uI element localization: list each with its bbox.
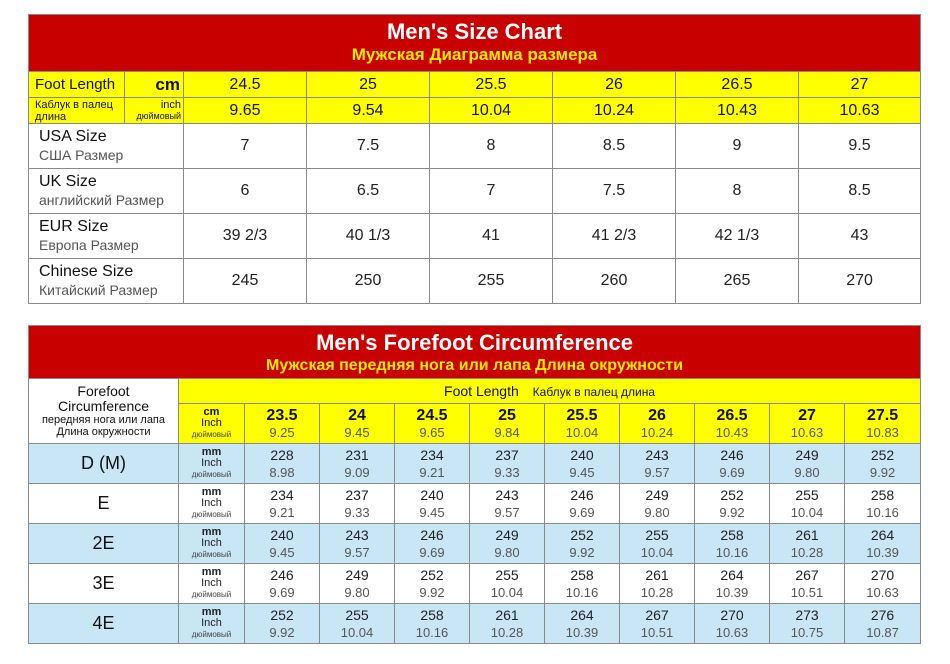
size-cm: 25: [498, 407, 516, 424]
size-value: 7.5: [553, 169, 676, 214]
circumference-cell: [770, 564, 845, 604]
unit-cm-label: cm: [203, 406, 220, 418]
inch-value: 9.65: [184, 98, 307, 124]
size-cm: 24.5: [416, 407, 448, 424]
size-column: [620, 404, 695, 444]
size-value: 6.5: [307, 169, 430, 214]
size-column: [545, 404, 620, 444]
circumference-cell: [695, 484, 770, 524]
width-label: 3E: [29, 564, 179, 604]
size-chart-title: Men's Size Chart: [386, 19, 563, 44]
mm-value: 237: [345, 487, 369, 503]
foot-length-ru-label: Каблук в палец длина: [532, 385, 656, 399]
circumference-cell: [245, 444, 320, 484]
circumference-cell: [620, 604, 695, 644]
mm-value: 243: [495, 487, 519, 503]
circumference-cell: [320, 524, 395, 564]
size-cm: 27.5: [866, 407, 899, 424]
mm-value: 255: [645, 527, 669, 543]
mm-value: 246: [570, 487, 594, 503]
mm-value: 270: [720, 607, 744, 623]
size-value: 40 1/3: [307, 214, 430, 259]
unit-mm-label: mm: [201, 606, 222, 618]
size-chart-header: [29, 15, 921, 72]
mm-value: 246: [270, 567, 294, 583]
forefoot-header-en-2: Circumference: [57, 398, 150, 414]
width-label: 4E: [29, 604, 179, 644]
forefoot-column-header: [29, 379, 179, 444]
table-row: [29, 444, 921, 484]
circumference-cell: [320, 604, 395, 644]
mm-value: 252: [720, 487, 744, 503]
inch-value: 9.09: [344, 465, 370, 480]
forefoot-header-ru-1: передняя нога или лапа: [41, 414, 166, 426]
inch-value: 9.92: [569, 545, 595, 560]
circumference-cell: [620, 484, 695, 524]
inch-value: 10.63: [715, 625, 749, 640]
foot-length-ru-label: Каблук в палец длина: [29, 98, 125, 124]
unit-inch-ru-label: дюймовый: [191, 630, 232, 639]
size-cm: 24: [348, 407, 366, 424]
unit-mm-label: mm: [201, 446, 222, 458]
circumference-cell: [770, 604, 845, 644]
inch-value: 9.21: [419, 465, 445, 480]
inch-value: 10.04: [790, 505, 824, 520]
mm-value: 270: [870, 567, 895, 583]
circumference-cell: [395, 604, 470, 644]
mm-value: 246: [420, 527, 444, 543]
size-value: 9.5: [799, 124, 921, 169]
unit-inch-label: Inch: [201, 617, 222, 629]
table-row: [29, 169, 921, 214]
size-inch: 10.24: [640, 425, 674, 440]
unit-inch-label: Inch: [201, 537, 222, 549]
inch-value: 10.87: [866, 625, 899, 640]
inch-value: 9.69: [569, 505, 595, 520]
unit-inch-ru-label: дюймовый: [191, 590, 232, 599]
forefoot-subtitle: Мужская передняя нога или лапа Длина окружности: [266, 357, 684, 374]
width-label: 2E: [29, 524, 179, 564]
mm-value: 249: [645, 487, 669, 503]
row-header-ru: Китайский Размер: [39, 282, 158, 298]
inch-value: 9.92: [869, 465, 896, 480]
mm-value: 255: [345, 607, 369, 623]
mm-value: 240: [570, 447, 594, 463]
unit-label: [179, 524, 245, 564]
inch-value: 9.57: [344, 545, 370, 560]
mm-value: 255: [495, 567, 519, 583]
circumference-cell: [470, 564, 545, 604]
circumference-cell: [245, 564, 320, 604]
inch-value: 10.28: [640, 585, 674, 600]
mm-value: 249: [345, 567, 369, 583]
circumference-cell: [845, 524, 921, 564]
unit-inch-label: Inch: [201, 457, 222, 469]
inch-value: 10.28: [490, 625, 524, 640]
size-inch: 9.45: [344, 425, 370, 440]
mm-value: 246: [720, 447, 744, 463]
row-header-en: USA Size: [39, 128, 107, 145]
mm-value: 258: [870, 487, 895, 503]
circumference-cell: [395, 484, 470, 524]
circumference-cell: [545, 604, 620, 644]
inch-value: 9.80: [794, 465, 820, 480]
unit-mm-label: mm: [201, 526, 222, 538]
unit-cm-label: cm: [125, 72, 184, 98]
inch-value: 9.80: [494, 545, 520, 560]
mm-value: 261: [645, 567, 669, 583]
circumference-cell: [245, 604, 320, 644]
size-column: [845, 404, 921, 444]
size-value: 43: [799, 214, 921, 259]
circumference-cell: [845, 444, 921, 484]
circumference-cell: [620, 524, 695, 564]
mm-value: 261: [795, 527, 819, 543]
circumference-cell: [245, 484, 320, 524]
cm-value: 25.5: [430, 72, 553, 98]
size-inch: 10.63: [790, 425, 824, 440]
inch-value: 9.54: [307, 98, 430, 124]
size-cm: 23.5: [266, 407, 298, 424]
row-header-ru: США Размер: [39, 147, 124, 163]
row-header: [29, 124, 184, 169]
unit-mm-label: mm: [201, 566, 222, 578]
foot-length-label: Foot Length: [29, 72, 125, 98]
inch-value: 8.98: [269, 465, 295, 480]
inch-value: 10.75: [790, 625, 824, 640]
inch-value: 10.04: [490, 585, 524, 600]
table-row: [29, 524, 921, 564]
table-row: [29, 214, 921, 259]
inch-value: 10.16: [565, 585, 599, 600]
size-value: 7: [430, 169, 553, 214]
mm-value: 264: [870, 527, 895, 543]
size-inch: 9.25: [269, 425, 295, 440]
size-inch: 10.04: [565, 425, 599, 440]
mm-value: 234: [270, 487, 294, 503]
mm-value: 243: [645, 447, 669, 463]
inch-value: 9.92: [419, 585, 445, 600]
circumference-cell: [245, 524, 320, 564]
size-column: [470, 404, 545, 444]
mm-value: 237: [495, 447, 519, 463]
circumference-cell: [770, 524, 845, 564]
size-value: 260: [553, 259, 676, 304]
inch-value: 10.63: [799, 98, 921, 124]
size-value: 8.5: [553, 124, 676, 169]
table-row: [29, 604, 921, 644]
unit-label: [179, 444, 245, 484]
inch-value: 10.16: [415, 625, 449, 640]
inch-value: 9.80: [344, 585, 370, 600]
size-chart-table: [28, 14, 921, 304]
mm-value: 258: [420, 607, 444, 623]
circumference-cell: [545, 564, 620, 604]
circumference-cell: [620, 564, 695, 604]
row-header: [29, 169, 184, 214]
unit-inch-ru-label: дюймовый: [191, 470, 232, 479]
inch-value: 9.45: [569, 465, 595, 480]
foot-length-label: Foot Length: [444, 383, 519, 399]
cm-value: 24.5: [184, 72, 307, 98]
size-column: [395, 404, 470, 444]
forefoot-header: [29, 326, 921, 379]
inch-value: 10.39: [715, 585, 749, 600]
cm-value: 26: [553, 72, 676, 98]
circumference-cell: [545, 524, 620, 564]
size-inch: 10.83: [866, 425, 899, 440]
size-value: 8: [430, 124, 553, 169]
row-header-en: Chinese Size: [39, 263, 134, 280]
table-row: [29, 124, 921, 169]
circumference-cell: [470, 484, 545, 524]
size-inch: 9.84: [494, 425, 520, 440]
row-header: [29, 259, 184, 304]
inch-value: 10.39: [565, 625, 599, 640]
mm-value: 273: [795, 607, 819, 623]
inch-value: 10.51: [790, 585, 824, 600]
inch-value: 10.04: [640, 545, 674, 560]
table-row: [29, 484, 921, 524]
mm-value: 252: [270, 607, 294, 623]
unit-inch-label: Inch: [201, 417, 222, 429]
size-value: 245: [184, 259, 307, 304]
inch-value: 10.51: [640, 625, 674, 640]
size-value: 8: [676, 169, 799, 214]
unit-mm-label: mm: [201, 486, 222, 498]
inch-value: 9.33: [344, 505, 370, 520]
size-column: [770, 404, 845, 444]
size-value: 270: [799, 259, 921, 304]
inch-value: 10.24: [553, 98, 676, 124]
inch-value: 9.33: [494, 465, 520, 480]
size-inch: 10.43: [715, 425, 749, 440]
table-row: [29, 564, 921, 604]
mm-value: 276: [870, 607, 895, 623]
cm-value: 25: [307, 72, 430, 98]
size-inch: 9.65: [419, 425, 445, 440]
circumference-cell: [845, 564, 921, 604]
circumference-cell: [770, 484, 845, 524]
circumference-cell: [770, 444, 845, 484]
circumference-cell: [620, 444, 695, 484]
mm-value: 258: [720, 527, 744, 543]
inch-value: 10.04: [430, 98, 553, 124]
mm-value: 264: [720, 567, 744, 583]
size-value: 42 1/3: [676, 214, 799, 259]
mm-value: 243: [345, 527, 369, 543]
mm-value: 264: [570, 607, 594, 623]
inch-value: 9.80: [644, 505, 670, 520]
row-header-en: UK Size: [39, 173, 97, 190]
size-value: 41: [430, 214, 553, 259]
size-cm: 26: [648, 407, 666, 424]
inch-value: 9.45: [269, 545, 295, 560]
width-label: D (M): [29, 444, 179, 484]
size-value: 41 2/3: [553, 214, 676, 259]
row-header-en: EUR Size: [39, 218, 109, 235]
table-row: [29, 259, 921, 304]
inch-value: 9.57: [644, 465, 670, 480]
circumference-cell: [470, 604, 545, 644]
circumference-cell: [545, 484, 620, 524]
mm-value: 258: [570, 567, 594, 583]
inch-value: 10.39: [866, 545, 899, 560]
mm-value: 231: [345, 447, 369, 463]
circumference-cell: [695, 604, 770, 644]
mm-value: 249: [795, 447, 819, 463]
unit-inch-label: Inch: [201, 497, 222, 509]
forefoot-header-ru-2: Длина окружности: [56, 426, 151, 438]
circumference-cell: [545, 444, 620, 484]
mm-value: 255: [795, 487, 819, 503]
circumference-cell: [395, 564, 470, 604]
inch-value: 10.43: [676, 98, 799, 124]
inch-value: 10.63: [866, 585, 899, 600]
size-column: [695, 404, 770, 444]
inch-value: 10.04: [340, 625, 374, 640]
inch-value: 9.69: [719, 465, 745, 480]
circumference-cell: [695, 444, 770, 484]
size-value: 6: [184, 169, 307, 214]
cm-value: 26.5: [676, 72, 799, 98]
size-value: 255: [430, 259, 553, 304]
size-cm: 26.5: [716, 407, 748, 424]
circumference-cell: [845, 484, 921, 524]
forefoot-title: Men's Forefoot Circumference: [316, 330, 634, 355]
cm-row: [29, 72, 921, 98]
circumference-cell: [395, 524, 470, 564]
inch-value: 9.92: [269, 625, 295, 640]
unit-label: [179, 484, 245, 524]
unit-label: [179, 564, 245, 604]
row-header-ru: английский Размер: [39, 192, 164, 208]
size-value: 265: [676, 259, 799, 304]
size-column: [245, 404, 320, 444]
circumference-cell: [695, 524, 770, 564]
unit-inch-en: inch: [160, 98, 181, 111]
inch-value: 10.16: [866, 505, 899, 520]
size-value: 8.5: [799, 169, 921, 214]
row-header-ru: Европа Размер: [39, 237, 139, 253]
size-value: 9: [676, 124, 799, 169]
mm-value: 252: [420, 567, 444, 583]
size-value: 39 2/3: [184, 214, 307, 259]
unit-inch-ru: дюймовый: [136, 110, 181, 121]
unit-label: [179, 604, 245, 644]
unit-inch-label: Inch: [201, 577, 222, 589]
circumference-cell: [320, 564, 395, 604]
circumference-cell: [320, 484, 395, 524]
mm-value: 240: [270, 527, 294, 543]
width-label: E: [29, 484, 179, 524]
circumference-cell: [320, 444, 395, 484]
mm-value: 240: [420, 487, 444, 503]
inch-value: 9.45: [419, 505, 445, 520]
inch-value: 9.92: [719, 505, 745, 520]
circumference-cell: [845, 604, 921, 644]
mm-value: 267: [645, 607, 669, 623]
circumference-cell: [395, 444, 470, 484]
row-header: [29, 214, 184, 259]
circumference-cell: [470, 524, 545, 564]
mm-value: 234: [420, 447, 444, 463]
cm-value: 27: [799, 72, 921, 98]
inch-value: 9.57: [494, 505, 520, 520]
unit-inch-ru-label: дюймовый: [191, 550, 232, 559]
foot-length-header: [179, 379, 921, 404]
inch-value: 10.16: [715, 545, 749, 560]
size-value: 7: [184, 124, 307, 169]
forefoot-table: [28, 325, 921, 644]
size-column: [320, 404, 395, 444]
unit-inch-ru-label: дюймовый: [191, 510, 232, 519]
inch-value: 9.69: [269, 585, 295, 600]
mm-value: 249: [495, 527, 519, 543]
unit-inch-label: [125, 98, 184, 124]
mm-value: 267: [795, 567, 819, 583]
circumference-cell: [695, 564, 770, 604]
unit-label: [179, 404, 245, 444]
size-value: 7.5: [307, 124, 430, 169]
size-value: 250: [307, 259, 430, 304]
inch-row: [29, 98, 921, 124]
inch-value: 10.28: [790, 545, 824, 560]
size-cm: 27: [798, 407, 816, 424]
forefoot-header-en-1: Forefoot: [77, 383, 130, 399]
circumference-cell: [470, 444, 545, 484]
unit-inch-ru-label: дюймовый: [191, 430, 232, 439]
size-cm: 25.5: [566, 407, 598, 424]
inch-value: 9.69: [419, 545, 445, 560]
mm-value: 252: [870, 447, 895, 463]
mm-value: 228: [270, 447, 294, 463]
mm-value: 252: [570, 527, 594, 543]
inch-value: 9.21: [269, 505, 295, 520]
mm-value: 261: [495, 607, 519, 623]
size-chart-subtitle: Мужская Диаграмма размера: [351, 45, 598, 64]
